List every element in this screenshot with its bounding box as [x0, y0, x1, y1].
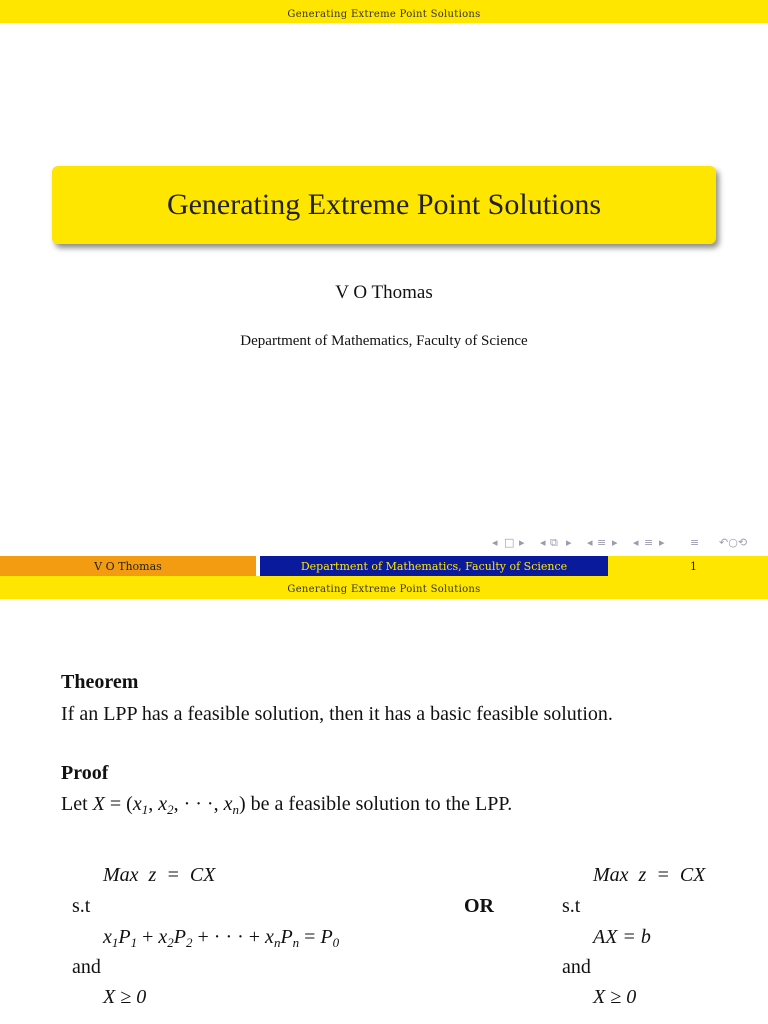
nav-doc-icon[interactable]: ≡ — [644, 536, 654, 549]
nav-frame-next-icon[interactable]: ▸ — [519, 536, 525, 549]
footer-institute-text: Department of Mathematics, Faculty of Science — [300, 559, 568, 573]
slide2-header-bar — [0, 576, 768, 599]
theorem-heading: Theorem — [61, 671, 139, 693]
left-constraint: $x_1P_1 + x_2P_2$ + · · · + $x_nP_n = P_0$ — [103, 926, 340, 950]
slide1-header-bar — [0, 0, 768, 23]
proof-text: Let $X = (x_1$, $x_2$, · · ·, $x_n$) be a feasible solution to the LPP. — [61, 793, 513, 817]
right-nonneg: X ≥ 0 — [593, 986, 637, 1008]
footer-page-number: 1 — [690, 560, 697, 573]
nav-section-next-icon[interactable]: ▸ — [612, 536, 618, 549]
footer-institute — [260, 556, 608, 576]
feasible-vector-expression: X — [92, 793, 105, 815]
nav-subsection-prev-icon[interactable]: ◂ — [540, 536, 546, 549]
institute: Department of Mathematics, Faculty of Science — [240, 333, 528, 349]
proof-heading: Proof — [61, 762, 109, 784]
nav-doc-prev-icon[interactable]: ◂ — [633, 536, 639, 549]
footer-author-text: V O Thomas — [94, 559, 162, 573]
nav-frame-prev-icon[interactable]: ◂ — [492, 536, 498, 549]
left-nonneg: X ≥ 0 — [103, 986, 147, 1008]
nav-subsection-icon[interactable]: ⧉ — [550, 536, 558, 549]
nav-subsection-next-icon[interactable]: ▸ — [566, 536, 572, 549]
slide-title: Generating Extreme Point Solutions — [166, 188, 602, 221]
right-constraint: AX = b — [593, 926, 651, 948]
slide1-footer — [0, 556, 768, 576]
footer-page — [608, 556, 768, 576]
title-box — [52, 166, 716, 244]
left-objective: Max z = CX — [103, 864, 216, 886]
nav-toc-icon[interactable]: ≡ — [690, 536, 700, 549]
theorem-text: If an LPP has a feasible solution, then it has a basic feasible solution. — [61, 703, 613, 725]
or-label: OR — [464, 895, 494, 917]
left-st: s.t — [72, 895, 91, 917]
nav-frame-icon[interactable]: □ — [504, 536, 515, 549]
left-and: and — [72, 956, 101, 978]
nav-doc-next-icon[interactable]: ▸ — [659, 536, 665, 549]
proof-text-prefix: Let — [61, 793, 88, 815]
beamer-nav-bar[interactable] — [0, 536, 768, 554]
right-st: s.t — [562, 895, 581, 917]
nav-section-prev-icon[interactable]: ◂ — [587, 536, 593, 549]
right-and: and — [562, 956, 591, 978]
proof-text-suffix: be a feasible solution to the LPP. — [250, 793, 513, 815]
nav-section-icon[interactable]: ≡ — [597, 536, 607, 549]
nav-search-icon[interactable]: ↶○⟲ — [719, 536, 748, 549]
footer-author — [0, 556, 256, 576]
running-title: Generating Extreme Point Solutions — [287, 9, 481, 20]
right-objective: Max z = CX — [593, 864, 706, 886]
author-name: V O Thomas — [335, 282, 433, 303]
running-title: Generating Extreme Point Solutions — [287, 584, 481, 595]
